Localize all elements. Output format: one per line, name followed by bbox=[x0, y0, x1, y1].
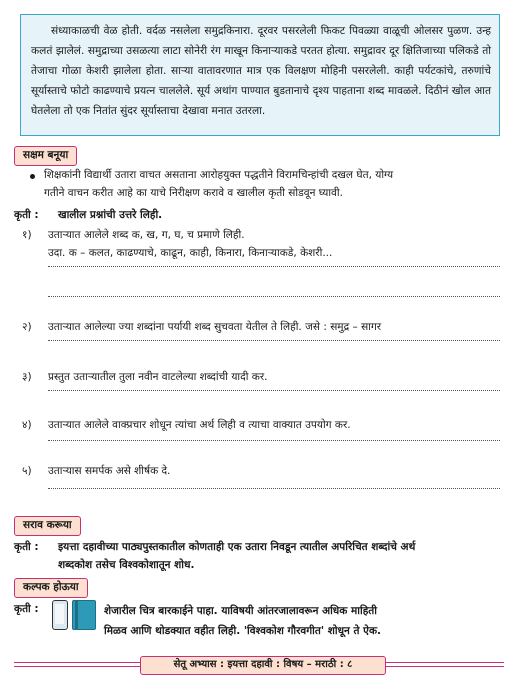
question-text: उताऱ्यात आलेले शब्द क, ख, ग, घ, च प्रमाणे लिही. bbox=[48, 229, 245, 241]
question-text: उताऱ्यात आलेल्या ज्या शब्दांना पर्यायी शब्द सुचवता येतील ते लिही. जसे : समुद्र – सागर bbox=[48, 321, 382, 333]
passage-text: संध्याकाळची वेळ होती. वर्दळ नसलेला समुद्रकिनारा. दूरवर पसरलेली फिकट पिवळ्या वाळूची ओलसर पुळण. उन्ह कलतं झालेलं. समुद्राच्या उसळत्या लाटा सोनेरी रंग माखून किनाऱ्याकडे परतत होत्या. समुद्रावर दूर क्षितिजाच्या पलिकडे तो तेजाचा गोळा केशरी झालेला होता. साऱ्या वातावरणात मात्र एक विलक्षण मोहिनी पसरलेली. काही पर्यटकांचे, तरुणांचे सूर्यास्ताचे फोटो काढण्याचे प्रयत्न चाललेले. सूर्य अथांग पाण्यात बुडतानाचे दृश्य पाहताना शब्द मावळले. दिठीनं खोल आत घेतलेला तो एक नितांत सुंदर सूर्यास्ताचा देखावा मनात उतरला. bbox=[31, 25, 491, 117]
question-number: ३) bbox=[22, 371, 32, 383]
answer-line[interactable] bbox=[48, 440, 500, 441]
question-number: १) bbox=[22, 229, 32, 241]
question-number: २) bbox=[22, 321, 32, 333]
question-text: उताऱ्यास समर्पक असे शीर्षक दे. bbox=[48, 465, 171, 477]
answer-line[interactable] bbox=[48, 340, 500, 341]
question-number: ५) bbox=[22, 465, 32, 477]
section-heading-sarav: सराव करूया bbox=[14, 516, 81, 536]
answer-line[interactable] bbox=[48, 488, 500, 489]
answer-line[interactable] bbox=[48, 296, 500, 297]
reading-passage bbox=[20, 14, 500, 136]
section-heading-kalpak: कल्पक होऊया bbox=[14, 578, 88, 598]
question-text: प्रस्तुत उताऱ्यातील तुला नवीन वाटलेल्या शब्दांची यादी कर. bbox=[48, 371, 268, 383]
page-footer: सेतू अभ्यास : इयत्ता दहावी : विषय – मराठी : ८ bbox=[140, 656, 386, 675]
teacher-instruction-line2: गतीने वाचन करीत आहे का याचे निरीक्षण करावे व खालील कृती सोडवून घ्यावी. bbox=[44, 187, 343, 199]
answer-line[interactable] bbox=[48, 266, 500, 267]
section-heading-saksham: सक्षम बनूया bbox=[14, 146, 77, 166]
question-number: ४) bbox=[22, 419, 32, 431]
encyclopedia-book-icon bbox=[72, 600, 96, 630]
question-text: उताऱ्यात आलेले वाक्प्रचार शोधून त्यांचा अर्थ लिही व त्याचा वाक्यात उपयोग कर. bbox=[48, 419, 351, 431]
kruti-label: कृती : bbox=[14, 603, 39, 615]
teacher-instruction-line1: शिक्षकांनी विद्यार्थी उतारा वाचत असताना आरोहयुक्त पद्धतीने विरामचिन्हांची दखल घेत, योग्य bbox=[44, 169, 394, 181]
kruti-title: खालील प्रश्नांची उत्तरे लिही. bbox=[58, 209, 163, 221]
practice-instruction-line1: इयत्ता दहावीच्या पाठ्यपुस्तकातील कोणताही एक उतारा निवडून त्यातील अपरिचित शब्दांचे अर्थ bbox=[58, 541, 416, 553]
practice-instruction-line2: शब्दकोश तसेच विश्वकोशातून शोध. bbox=[58, 559, 195, 571]
creative-instruction-line1: शेजारील चित्र बारकाईने पाहा. याविषयी आंतरजालावरून अधिक माहिती bbox=[104, 605, 377, 617]
answer-line[interactable] bbox=[48, 390, 500, 391]
phone-icon bbox=[52, 600, 68, 630]
kruti-label: कृती : bbox=[14, 541, 39, 553]
creative-instruction-line2: मिळव आणि थोडक्यात वहीत लिही. 'विश्वकोश गौरवगीत' शोधून ते ऐक. bbox=[104, 625, 382, 637]
example-text: उदा. क – कलत, काढण्याचे, काढून, काही, किनारा, किनाऱ्याकडे, केशरी... bbox=[48, 247, 333, 259]
bullet-icon bbox=[30, 174, 35, 179]
kruti-label: कृती : bbox=[14, 209, 39, 221]
